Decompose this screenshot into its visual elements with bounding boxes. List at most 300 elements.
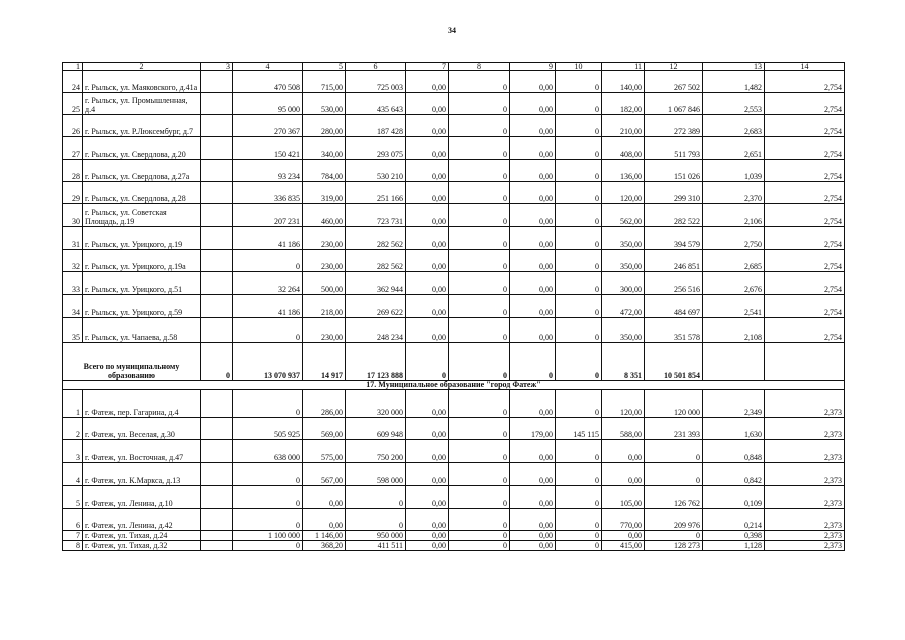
value-cell: 0,00 xyxy=(510,318,556,343)
address-cell: г. Фатеж, ул. Тихая, д.32 xyxy=(83,541,201,551)
row-number: 4 xyxy=(63,463,83,486)
address-cell: г. Рыльск, ул. Маяковского, д.41а xyxy=(83,71,201,93)
value-cell: 0 xyxy=(449,390,510,418)
value-cell: 120,00 xyxy=(602,390,645,418)
value-cell: 0,00 xyxy=(406,250,449,272)
value-cell: 0 xyxy=(556,137,602,160)
value-cell: 150 421 xyxy=(233,137,303,160)
value-cell: 0,00 xyxy=(510,137,556,160)
value-cell: 0,00 xyxy=(406,486,449,509)
address-cell: г. Рыльск, ул. Урицкого, д.19 xyxy=(83,227,201,250)
value-cell: 0 xyxy=(556,204,602,227)
address-cell: г. Фатеж, пер. Гагарина, д.4 xyxy=(83,390,201,418)
value-cell: 126 762 xyxy=(645,486,703,509)
value-cell: 2,541 xyxy=(703,295,765,318)
page-number: 34 xyxy=(448,26,456,35)
row-number: 25 xyxy=(63,93,83,115)
value-cell: 179,00 xyxy=(510,418,556,440)
value-cell: 2,754 xyxy=(765,227,845,250)
value-cell: 0,00 xyxy=(406,463,449,486)
value-cell: 207 231 xyxy=(233,204,303,227)
value-cell: 950 000 xyxy=(346,531,406,541)
value-cell: 0 xyxy=(449,463,510,486)
value-cell: 0 xyxy=(449,227,510,250)
value-cell: 0,00 xyxy=(406,137,449,160)
value-cell: 231 393 xyxy=(645,418,703,440)
value-cell: 120,00 xyxy=(602,182,645,204)
header-cell: 2 xyxy=(83,63,201,71)
value-cell: 0,00 xyxy=(510,71,556,93)
value-cell xyxy=(201,390,233,418)
value-cell: 0,00 xyxy=(510,440,556,463)
value-cell: 2,553 xyxy=(703,93,765,115)
value-cell: 0,00 xyxy=(406,418,449,440)
row-number: 26 xyxy=(63,115,83,137)
value-cell: 472,00 xyxy=(602,295,645,318)
table-row xyxy=(63,272,845,295)
value-cell: 0,848 xyxy=(703,440,765,463)
value-cell: 575,00 xyxy=(303,440,346,463)
value-cell: 0,00 xyxy=(510,160,556,182)
value-cell: 0 xyxy=(449,71,510,93)
total-value: 0 xyxy=(510,343,556,381)
address-cell: г. Фатеж, ул. Тихая, д.24 xyxy=(83,531,201,541)
value-cell: 2,754 xyxy=(765,115,845,137)
table-row xyxy=(63,227,845,250)
header-cell: 14 xyxy=(765,63,845,71)
value-cell: 0 xyxy=(449,541,510,551)
total-value: 0 xyxy=(201,343,233,381)
value-cell: 0,00 xyxy=(510,204,556,227)
value-cell: 136,00 xyxy=(602,160,645,182)
value-cell: 411 511 xyxy=(346,541,406,551)
header-cell: 11 xyxy=(602,63,645,71)
value-cell: 0,214 xyxy=(703,509,765,531)
address-cell: г. Рыльск, ул. Чапаева, д.58 xyxy=(83,318,201,343)
value-cell: 280,00 xyxy=(303,115,346,137)
value-cell: 151 026 xyxy=(645,160,703,182)
header-cell: 13 xyxy=(703,63,765,71)
table-row xyxy=(63,463,845,486)
value-cell: 0 xyxy=(449,204,510,227)
value-cell xyxy=(201,137,233,160)
table-row xyxy=(63,204,845,227)
value-cell: 2,373 xyxy=(765,418,845,440)
value-cell: 408,00 xyxy=(602,137,645,160)
value-cell: 0 xyxy=(233,318,303,343)
value-cell: 320 000 xyxy=(346,390,406,418)
value-cell: 0 xyxy=(556,486,602,509)
value-cell: 251 166 xyxy=(346,182,406,204)
value-cell xyxy=(201,318,233,343)
value-cell: 2,754 xyxy=(765,93,845,115)
value-cell: 0,842 xyxy=(703,463,765,486)
value-cell: 0 xyxy=(449,440,510,463)
row-number: 7 xyxy=(63,531,83,541)
value-cell: 0 xyxy=(449,318,510,343)
value-cell: 282 562 xyxy=(346,227,406,250)
value-cell: 340,00 xyxy=(303,137,346,160)
table-row xyxy=(63,160,845,182)
value-cell: 0 xyxy=(556,227,602,250)
value-cell: 2,676 xyxy=(703,272,765,295)
address-cell: г. Рыльск, ул. Советская Площадь, д.19 xyxy=(83,204,201,227)
value-cell: 140,00 xyxy=(602,71,645,93)
value-cell: 2,754 xyxy=(765,250,845,272)
value-cell: 0,00 xyxy=(406,160,449,182)
header-cell: 8 xyxy=(449,63,510,71)
value-cell xyxy=(201,531,233,541)
value-cell: 1 100 000 xyxy=(233,531,303,541)
header-cell: 1 xyxy=(63,63,83,71)
value-cell: 0 xyxy=(233,509,303,531)
value-cell: 2,106 xyxy=(703,204,765,227)
total-value: 10 501 854 xyxy=(645,343,703,381)
value-cell: 598 000 xyxy=(346,463,406,486)
value-cell xyxy=(201,295,233,318)
value-cell: 638 000 xyxy=(233,440,303,463)
value-cell: 0 xyxy=(645,531,703,541)
total-value: 8 351 xyxy=(602,343,645,381)
value-cell: 0 xyxy=(449,115,510,137)
address-cell: г. Рыльск, ул. Урицкого, д.19а xyxy=(83,250,201,272)
value-cell: 286,00 xyxy=(303,390,346,418)
total-label: Всего по муниципальному образованию xyxy=(63,343,201,381)
value-cell: 0,398 xyxy=(703,531,765,541)
value-cell: 2,373 xyxy=(765,390,845,418)
value-cell: 299 310 xyxy=(645,182,703,204)
value-cell: 770,00 xyxy=(602,509,645,531)
value-cell: 368,20 xyxy=(303,541,346,551)
row-number: 33 xyxy=(63,272,83,295)
value-cell: 2,754 xyxy=(765,71,845,93)
value-cell: 0 xyxy=(556,295,602,318)
row-number: 34 xyxy=(63,295,83,318)
value-cell: 270 367 xyxy=(233,115,303,137)
address-cell: г. Рыльск, ул. Р.Люксембург, д.7 xyxy=(83,115,201,137)
table-row xyxy=(63,318,845,343)
table-row xyxy=(63,440,845,463)
value-cell: 500,00 xyxy=(303,272,346,295)
value-cell: 209 976 xyxy=(645,509,703,531)
value-cell: 0,00 xyxy=(602,440,645,463)
value-cell xyxy=(201,440,233,463)
value-cell: 269 622 xyxy=(346,295,406,318)
value-cell: 0 xyxy=(346,509,406,531)
value-cell: 0,00 xyxy=(510,115,556,137)
value-cell: 0,00 xyxy=(303,509,346,531)
value-cell: 32 264 xyxy=(233,272,303,295)
value-cell: 0,00 xyxy=(406,295,449,318)
total-value xyxy=(703,343,765,381)
value-cell: 350,00 xyxy=(602,227,645,250)
value-cell: 0 xyxy=(449,509,510,531)
value-cell: 0,00 xyxy=(510,463,556,486)
total-value: 0 xyxy=(449,343,510,381)
header-cell: 5 xyxy=(303,63,346,71)
header-cell: 9 xyxy=(510,63,556,71)
row-number: 24 xyxy=(63,71,83,93)
value-cell: 530 210 xyxy=(346,160,406,182)
value-cell: 2,754 xyxy=(765,204,845,227)
value-cell: 248 234 xyxy=(346,318,406,343)
value-cell: 2,108 xyxy=(703,318,765,343)
total-row xyxy=(63,343,845,381)
value-cell: 460,00 xyxy=(303,204,346,227)
header-cell: 12 xyxy=(645,63,703,71)
header-cell: 7 xyxy=(406,63,449,71)
value-cell: 484 697 xyxy=(645,295,703,318)
total-value: 14 917 xyxy=(303,343,346,381)
value-cell: 0 xyxy=(449,295,510,318)
value-cell: 0 xyxy=(556,390,602,418)
value-cell: 128 273 xyxy=(645,541,703,551)
value-cell: 0,00 xyxy=(406,541,449,551)
value-cell: 2,373 xyxy=(765,541,845,551)
value-cell: 0 xyxy=(556,115,602,137)
table-row xyxy=(63,390,845,418)
value-cell: 1 146,00 xyxy=(303,531,346,541)
value-cell: 246 851 xyxy=(645,250,703,272)
value-cell xyxy=(201,418,233,440)
value-cell: 609 948 xyxy=(346,418,406,440)
total-value: 0 xyxy=(556,343,602,381)
value-cell xyxy=(201,204,233,227)
row-number: 27 xyxy=(63,137,83,160)
row-number: 8 xyxy=(63,541,83,551)
value-cell: 0,00 xyxy=(602,531,645,541)
value-cell: 293 075 xyxy=(346,137,406,160)
value-cell xyxy=(201,160,233,182)
value-cell: 362 944 xyxy=(346,272,406,295)
row-number: 1 xyxy=(63,390,83,418)
value-cell: 0 xyxy=(556,272,602,295)
value-cell: 567,00 xyxy=(303,463,346,486)
value-cell: 282 522 xyxy=(645,204,703,227)
value-cell: 0 xyxy=(233,390,303,418)
header-cell: 4 xyxy=(233,63,303,71)
value-cell: 0 xyxy=(556,93,602,115)
value-cell: 470 508 xyxy=(233,71,303,93)
value-cell: 2,685 xyxy=(703,250,765,272)
value-cell: 0,00 xyxy=(406,390,449,418)
value-cell: 93 234 xyxy=(233,160,303,182)
table-row xyxy=(63,182,845,204)
address-cell: г. Фатеж, ул. Веселая, д.30 xyxy=(83,418,201,440)
address-cell: г. Рыльск, ул. Урицкого, д.51 xyxy=(83,272,201,295)
value-cell: 187 428 xyxy=(346,115,406,137)
value-cell xyxy=(201,486,233,509)
value-cell: 0 xyxy=(556,463,602,486)
value-cell: 0,00 xyxy=(406,509,449,531)
value-cell: 394 579 xyxy=(645,227,703,250)
value-cell: 0 xyxy=(233,541,303,551)
value-cell: 351 578 xyxy=(645,318,703,343)
value-cell xyxy=(201,182,233,204)
value-cell: 350,00 xyxy=(602,318,645,343)
row-number: 3 xyxy=(63,440,83,463)
value-cell: 230,00 xyxy=(303,227,346,250)
table-row xyxy=(63,418,845,440)
value-cell: 2,373 xyxy=(765,440,845,463)
address-cell: г. Фатеж, ул. Ленина, д.42 xyxy=(83,509,201,531)
value-cell: 0,00 xyxy=(510,486,556,509)
value-cell xyxy=(201,71,233,93)
value-cell xyxy=(201,509,233,531)
value-cell: 511 793 xyxy=(645,137,703,160)
value-cell: 0,00 xyxy=(510,531,556,541)
value-cell: 715,00 xyxy=(303,71,346,93)
value-cell: 2,373 xyxy=(765,463,845,486)
value-cell: 2,750 xyxy=(703,227,765,250)
value-cell: 0 xyxy=(233,250,303,272)
value-cell: 319,00 xyxy=(303,182,346,204)
value-cell: 0,00 xyxy=(510,93,556,115)
value-cell: 0 xyxy=(645,463,703,486)
value-cell: 0 xyxy=(449,182,510,204)
value-cell: 120 000 xyxy=(645,390,703,418)
value-cell xyxy=(201,463,233,486)
value-cell: 145 115 xyxy=(556,418,602,440)
value-cell: 336 835 xyxy=(233,182,303,204)
value-cell: 435 643 xyxy=(346,93,406,115)
value-cell: 210,00 xyxy=(602,115,645,137)
value-cell: 2,370 xyxy=(703,182,765,204)
value-cell: 2,754 xyxy=(765,182,845,204)
value-cell: 0,00 xyxy=(406,93,449,115)
value-cell: 2,754 xyxy=(765,160,845,182)
value-cell: 0 xyxy=(556,182,602,204)
header-row xyxy=(63,63,845,71)
value-cell: 1,630 xyxy=(703,418,765,440)
value-cell: 0,00 xyxy=(406,182,449,204)
value-cell: 95 000 xyxy=(233,93,303,115)
value-cell: 0,00 xyxy=(406,71,449,93)
value-cell: 1,128 xyxy=(703,541,765,551)
value-cell: 218,00 xyxy=(303,295,346,318)
value-cell xyxy=(201,227,233,250)
table-row xyxy=(63,531,845,541)
value-cell: 0 xyxy=(556,160,602,182)
value-cell xyxy=(201,272,233,295)
value-cell: 0,00 xyxy=(510,227,556,250)
value-cell: 2,349 xyxy=(703,390,765,418)
value-cell: 0,00 xyxy=(406,204,449,227)
value-cell: 0 xyxy=(233,486,303,509)
value-cell: 569,00 xyxy=(303,418,346,440)
value-cell: 230,00 xyxy=(303,250,346,272)
table-row xyxy=(63,486,845,509)
value-cell: 0,00 xyxy=(406,272,449,295)
value-cell: 350,00 xyxy=(602,250,645,272)
value-cell: 0,00 xyxy=(303,486,346,509)
value-cell: 0 xyxy=(556,440,602,463)
value-cell: 2,373 xyxy=(765,509,845,531)
row-number: 28 xyxy=(63,160,83,182)
value-cell: 0,00 xyxy=(510,390,556,418)
value-cell: 0 xyxy=(645,440,703,463)
value-cell: 0,00 xyxy=(406,440,449,463)
value-cell: 2,373 xyxy=(765,486,845,509)
value-cell: 1 067 846 xyxy=(645,93,703,115)
value-cell: 2,754 xyxy=(765,137,845,160)
value-cell xyxy=(201,115,233,137)
value-cell: 105,00 xyxy=(602,486,645,509)
table-row xyxy=(63,509,845,531)
header-cell: 3 xyxy=(201,63,233,71)
value-cell: 2,754 xyxy=(765,295,845,318)
value-cell: 2,683 xyxy=(703,115,765,137)
value-cell: 282 562 xyxy=(346,250,406,272)
value-cell: 0,00 xyxy=(510,295,556,318)
value-cell: 0 xyxy=(556,318,602,343)
value-cell: 562,00 xyxy=(602,204,645,227)
value-cell: 0,00 xyxy=(510,272,556,295)
value-cell: 0 xyxy=(556,541,602,551)
value-cell: 0 xyxy=(449,531,510,541)
value-cell: 0 xyxy=(449,272,510,295)
row-number: 30 xyxy=(63,204,83,227)
address-cell: г. Рыльск, ул. Свердлова, д.28 xyxy=(83,182,201,204)
address-cell: г. Рыльск, ул. Урицкого, д.59 xyxy=(83,295,201,318)
row-number: 2 xyxy=(63,418,83,440)
value-cell: 530,00 xyxy=(303,93,346,115)
address-cell: г. Рыльск, ул. Промышленная, д.4 xyxy=(83,93,201,115)
value-cell: 588,00 xyxy=(602,418,645,440)
address-cell: г. Рыльск, ул. Свердлова, д.27а xyxy=(83,160,201,182)
value-cell: 0 xyxy=(449,137,510,160)
table-row xyxy=(63,250,845,272)
value-cell: 41 186 xyxy=(233,227,303,250)
value-cell: 2,373 xyxy=(765,531,845,541)
table-row xyxy=(63,541,845,551)
value-cell: 2,754 xyxy=(765,318,845,343)
row-number: 35 xyxy=(63,318,83,343)
table-row xyxy=(63,93,845,115)
address-cell: г. Фатеж, ул. Ленина, д.10 xyxy=(83,486,201,509)
value-cell: 0 xyxy=(346,486,406,509)
value-cell: 0,00 xyxy=(510,250,556,272)
value-cell xyxy=(201,250,233,272)
value-cell: 750 200 xyxy=(346,440,406,463)
value-cell: 1,482 xyxy=(703,71,765,93)
row-number: 32 xyxy=(63,250,83,272)
section-title: 17. Муниципальное образование "город Фатеж" xyxy=(63,381,845,390)
value-cell: 0 xyxy=(449,250,510,272)
total-value: 13 070 937 xyxy=(233,343,303,381)
value-cell: 256 516 xyxy=(645,272,703,295)
value-cell: 723 731 xyxy=(346,204,406,227)
value-cell: 0,00 xyxy=(510,541,556,551)
table-row xyxy=(63,71,845,93)
value-cell: 0 xyxy=(233,463,303,486)
value-cell: 272 389 xyxy=(645,115,703,137)
total-value: 17 123 888 xyxy=(346,343,406,381)
value-cell: 0,109 xyxy=(703,486,765,509)
table-row xyxy=(63,137,845,160)
total-value xyxy=(765,343,845,381)
row-number: 31 xyxy=(63,227,83,250)
table-row xyxy=(63,115,845,137)
value-cell: 0,00 xyxy=(406,531,449,541)
value-cell: 0,00 xyxy=(406,318,449,343)
value-cell: 784,00 xyxy=(303,160,346,182)
header-cell: 10 xyxy=(556,63,602,71)
table-row xyxy=(63,295,845,318)
value-cell: 2,651 xyxy=(703,137,765,160)
row-number: 29 xyxy=(63,182,83,204)
value-cell: 182,00 xyxy=(602,93,645,115)
